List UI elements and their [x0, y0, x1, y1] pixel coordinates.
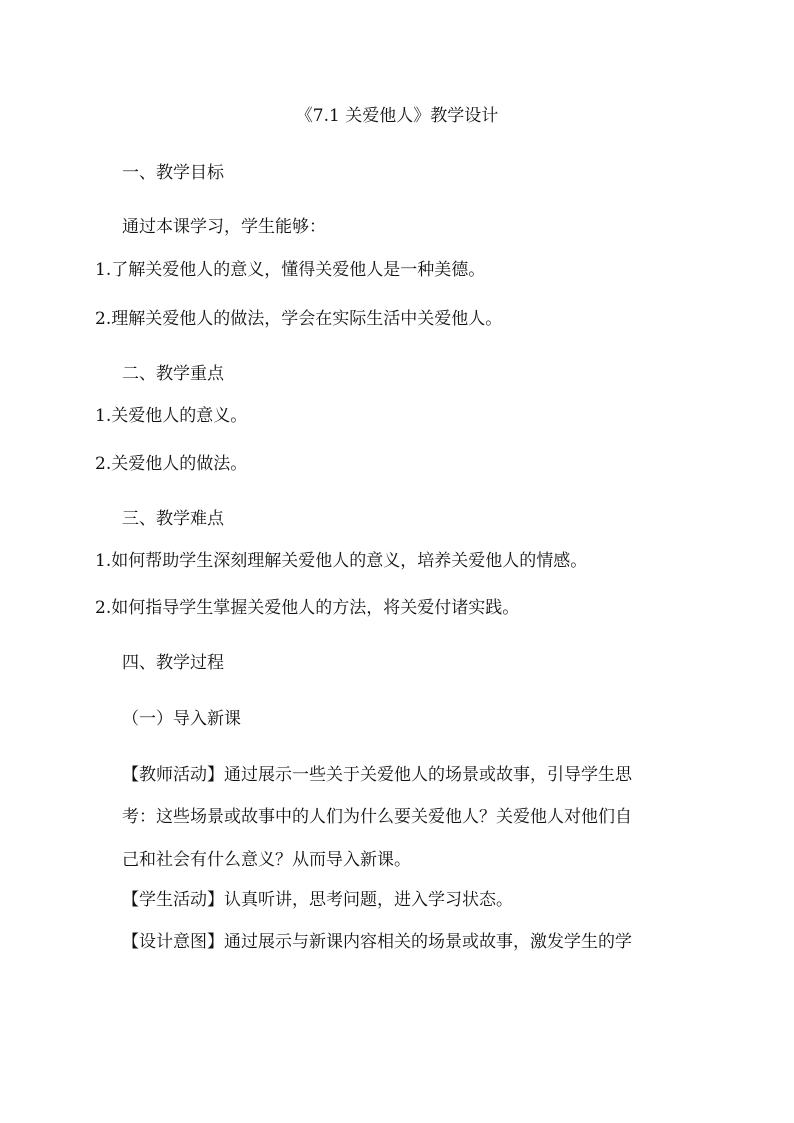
teacher-activity-line-3: 己和社会有什么意义？从而导入新课。: [122, 850, 411, 870]
document-title: 《7.1 关爱他人》教学设计: [295, 106, 499, 126]
key-points-item-1: 1.关爱他人的意义。: [95, 406, 248, 426]
goals-item-1: 1.了解关爱他人的意义，懂得关爱他人是一种美德。: [95, 260, 486, 280]
section-heading-key-points: 二、教学重点: [122, 364, 224, 384]
student-activity: 【学生活动】认真听讲，思考问题，进入学习状态。: [122, 890, 513, 910]
goals-item-2: 2.理解关爱他人的做法，学会在实际生活中关爱他人。: [95, 309, 503, 329]
section-heading-goals: 一、教学目标: [122, 163, 224, 183]
section-heading-process: 四、教学过程: [122, 653, 224, 673]
key-points-item-2: 2.关爱他人的做法。: [95, 454, 248, 474]
difficulties-item-1: 1.如何帮助学生深刻理解关爱他人的意义，培养关爱他人的情感。: [95, 551, 588, 571]
design-intent-line-1: 【设计意图】通过展示与新课内容相关的场景或故事，激发学生的学: [122, 932, 632, 952]
goals-intro: 通过本课学习，学生能够：: [122, 217, 326, 237]
teacher-activity-line-2: 考：这些场景或故事中的人们为什么要关爱他人？关爱他人对他们自: [122, 807, 632, 827]
process-sub-heading-intro: （一）导入新课: [122, 709, 241, 729]
difficulties-item-2: 2.如何指导学生掌握关爱他人的方法，将关爱付诸实践。: [95, 598, 520, 618]
section-heading-difficulties: 三、教学难点: [122, 509, 224, 529]
teacher-activity-line-1: 【教师活动】通过展示一些关于关爱他人的场景或故事，引导学生思: [122, 765, 632, 785]
